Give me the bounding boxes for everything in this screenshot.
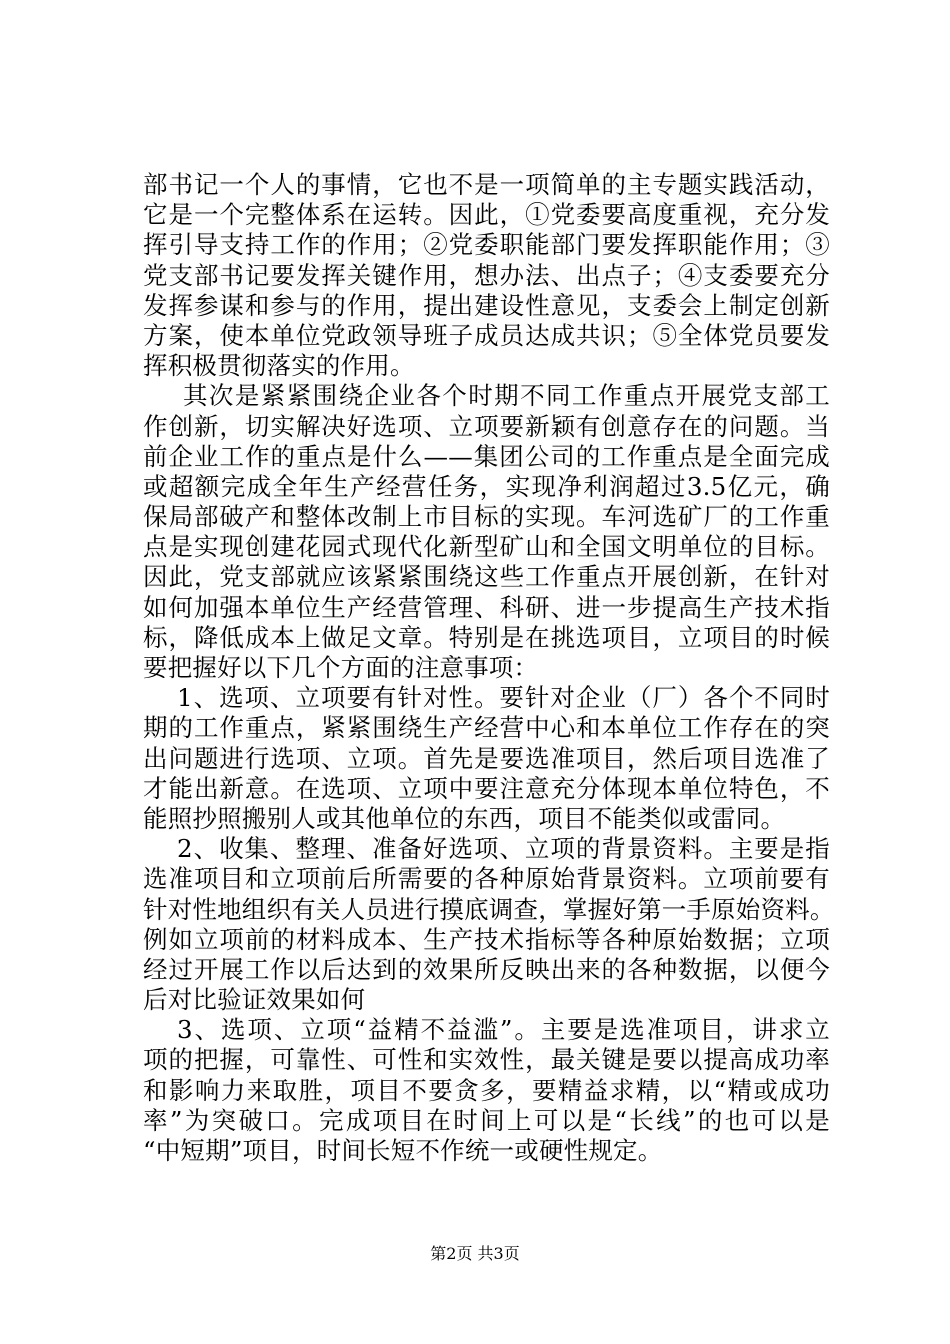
- text-line: 和影响力来取胜，项目不要贪多，要精益求精，以“精或成功: [143, 1075, 830, 1105]
- text-line: 要把握好以下几个方面的注意事项：: [143, 653, 539, 682]
- text-line: 保局部破产和整体改制上市目标的实现。车河选矿厂的工作重: [143, 502, 830, 532]
- text-line: 选准项目和立项前后所需要的各种原始背景资料。立项前要有: [143, 864, 830, 894]
- paragraph-first-line: 2、收集、整理、准备好选项、立项的背景资料。主要是指: [177, 834, 830, 864]
- text-line: 因此，党支部就应该紧紧围绕这些工作重点开展创新，在针对: [143, 562, 830, 592]
- text-line: 部书记一个人的事情，它也不是一项简单的主专题实践活动，: [143, 170, 830, 199]
- text-line: 作创新，切实解决好选项、立项要新颖有创意存在的问题。当: [143, 411, 830, 441]
- text-line: 或超额完成全年生产经营任务，实现净利润超过3.5亿元，确: [143, 471, 830, 501]
- text-line: 项的把握，可靠性、可性和实效性，最关键是要以提高成功率: [143, 1045, 830, 1075]
- page-number: 第2页 共3页: [430, 1244, 520, 1263]
- text-line: 发挥参谋和参与的作用，提出建设性意见，支委会上制定创新: [143, 290, 830, 320]
- text-line: 后对比验证效果如何: [143, 985, 366, 1015]
- text-line: 经过开展工作以后达到的效果所反映出来的各种数据，以便今: [143, 954, 830, 984]
- text-line: 挥引导支持工作的作用；②党委职能部门要发挥职能作用；③: [143, 230, 830, 260]
- text-line: 党支部书记要发挥关键作用，想办法、出点子；④支委要充分: [143, 260, 830, 290]
- paragraph-first-line: 3、选项、立项“益精不益滥”。主要是选准项目，讲求立: [177, 1015, 830, 1045]
- text-line: 例如立项前的材料成本、生产技术指标等各种原始数据；立项: [143, 924, 830, 954]
- text-line: “中短期”项目，时间长短不作统一或硬性规定。: [143, 1136, 663, 1165]
- paragraph-first-line: 其次是紧紧围绕企业各个时期不同工作重点开展党支部工: [183, 381, 830, 411]
- text-line: 率”为突破口。完成项目在时间上可以是“长线”的也可以是: [143, 1105, 830, 1135]
- text-line: 能照抄照搬别人或其他单位的东西，项目不能类似或雷同。: [143, 803, 786, 833]
- text-line: 它是一个完整体系在运转。因此，①党委要高度重视，充分发: [143, 200, 830, 230]
- text-line: 点是实现创建花园式现代化新型矿山和全国文明单位的目标。: [143, 532, 830, 562]
- text-line: 如何加强本单位生产经营管理、科研、进一步提高生产技术指: [143, 592, 830, 622]
- text-line: 期的工作重点，紧紧围绕生产经营中心和本单位工作存在的突: [143, 713, 830, 743]
- text-line: 针对性地组织有关人员进行摸底调查，掌握好第一手原始资料。: [143, 894, 835, 924]
- text-line: 才能出新意。在选项、立项中要注意充分体现本单位特色，不: [143, 773, 830, 803]
- text-line: 标，降低成本上做足文章。特别是在挑选项目，立项目的时候: [143, 622, 830, 652]
- document-body: [143, 170, 835, 1166]
- text-line: 方案，使本单位党政领导班子成员达成共识；⑤全体党员要发: [143, 320, 830, 350]
- page-footer: [0, 1244, 950, 1264]
- text-line: 前企业工作的重点是什么——集团公司的工作重点是全面完成: [143, 441, 830, 471]
- paragraph-first-line: 1、选项、立项要有针对性。要针对企业（厂）各个不同时: [177, 683, 830, 713]
- text-line: 挥积极贯彻落实的作用。: [143, 351, 415, 381]
- text-line: 出问题进行选项、立项。首先是要选准项目，然后项目选准了: [143, 743, 830, 773]
